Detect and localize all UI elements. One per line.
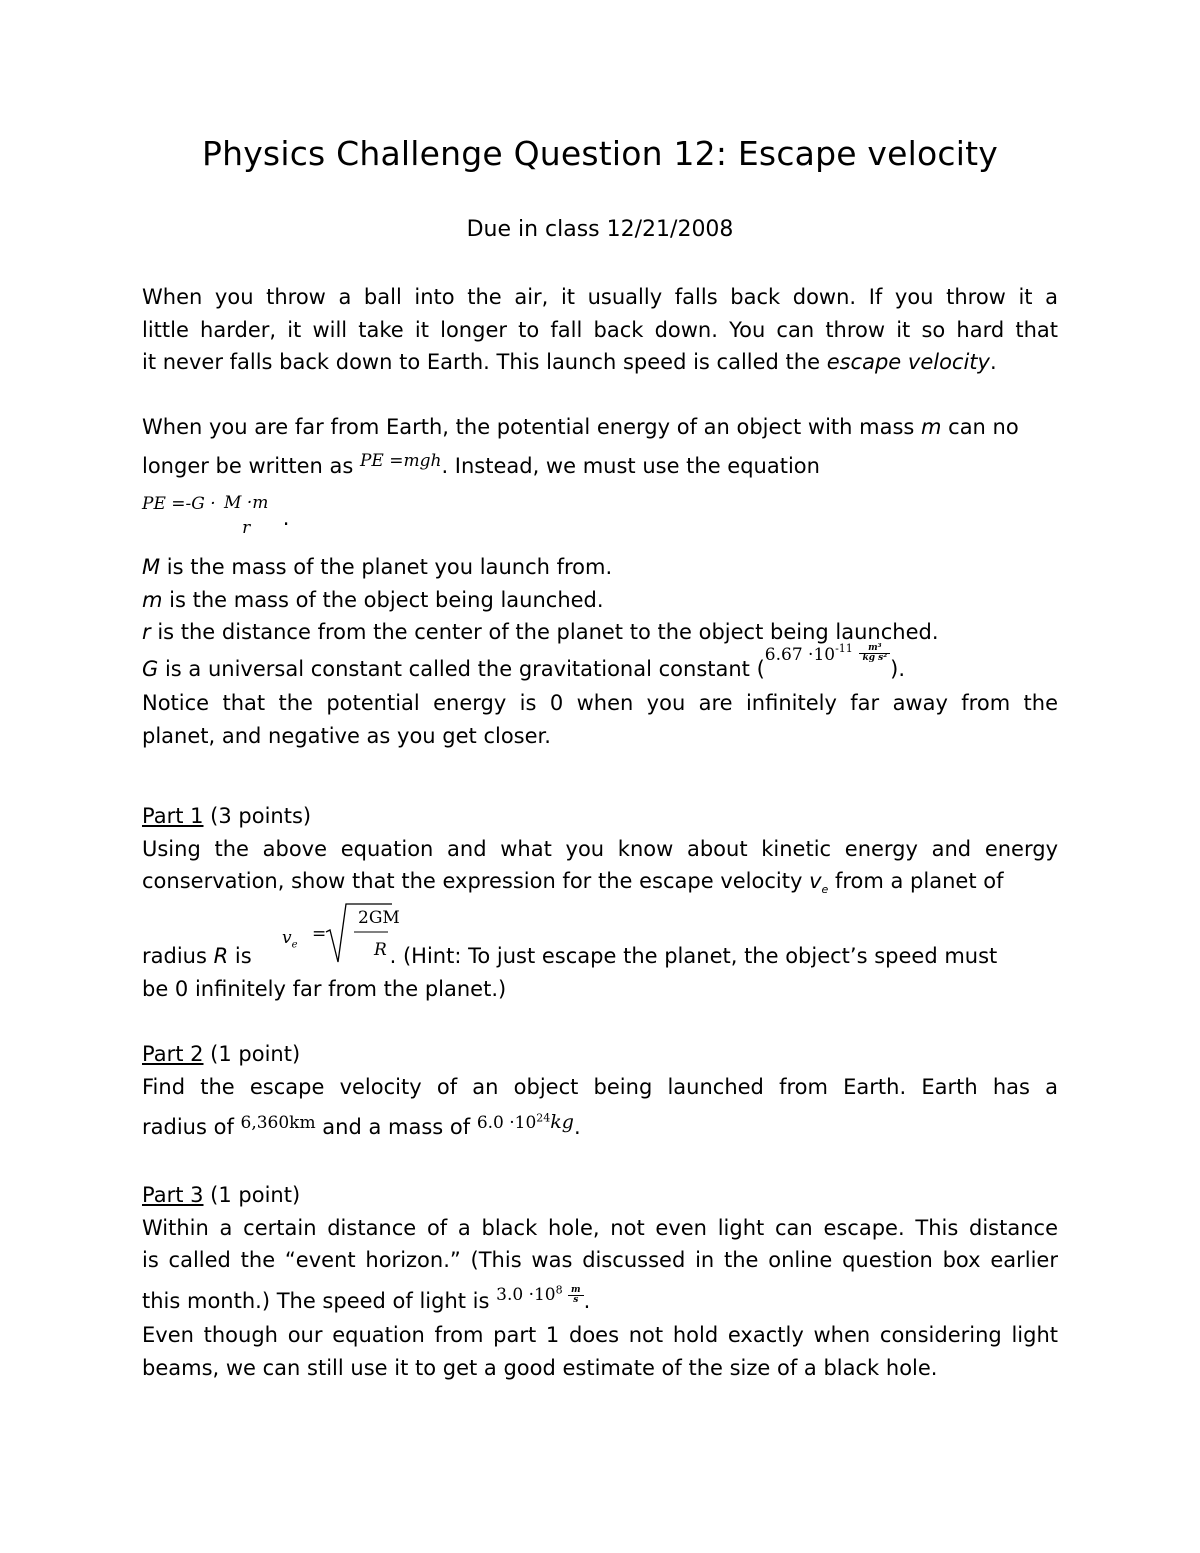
- pe-paragraph: [142, 411, 1058, 484]
- part-2-line-2-end: .: [573, 1115, 581, 1139]
- escape-velocity-term: escape velocity: [826, 350, 990, 374]
- g-constant-exponent: -11: [835, 641, 853, 655]
- equation-ve-numerator: 2GM: [358, 908, 400, 928]
- speed-of-light: [496, 1282, 583, 1305]
- speed-of-light-value: 3.0 ·10: [496, 1284, 556, 1305]
- part-3-points: (1 point): [203, 1183, 301, 1207]
- earth-mass-unit: kg: [550, 1111, 574, 1133]
- equation-pe-fraction: [221, 495, 271, 537]
- part-2: [142, 1038, 1058, 1146]
- part-3: [142, 1179, 1058, 1384]
- part-1-cont: [142, 940, 1058, 1005]
- earth-mass-value: 6.0 ·10: [476, 1113, 537, 1133]
- var-ve: [809, 869, 829, 897]
- equation-ve-equals: =: [312, 924, 327, 944]
- part-2-line-1: Find the escape velocity of an object being launched from Earth. Earth has a: [142, 1074, 1058, 1099]
- var-m: m: [921, 415, 942, 439]
- def-M-text: is the mass of the planet you launch from.: [160, 555, 613, 579]
- g-constant-value: 6.67 ·10: [764, 644, 836, 665]
- equation-ve-sub: e: [291, 939, 298, 951]
- part-1-points: (3 points): [203, 804, 312, 828]
- part-3-line-3: [142, 1282, 1058, 1320]
- part-1-line-2-text: conservation, show that the expression for the escape velocity: [142, 869, 810, 893]
- equation-pe-numerator: M ·m: [224, 493, 269, 513]
- pe-line-1: [142, 411, 1058, 444]
- part-2-line-2: [142, 1111, 1058, 1146]
- equation-pe-mgh: PE =mgh: [359, 450, 442, 471]
- earth-radius-value: 6,360km: [240, 1113, 316, 1133]
- definitions: [142, 551, 1058, 752]
- c-unit-denominator: s: [573, 1294, 579, 1305]
- c-unit-numerator: m: [568, 1286, 584, 1296]
- part-1-line-3-text: radius: [142, 944, 214, 968]
- part-2-heading: Part 2: [142, 1042, 204, 1066]
- intro-line-3-end: .: [989, 350, 997, 374]
- var-R: R: [213, 944, 229, 968]
- pe-line-1-text: When you are far from Earth, the potential energy of an object with mass: [142, 415, 921, 439]
- equation-pe-period: .: [282, 506, 290, 530]
- part-3-line-3-text: this month.) The speed of light is: [142, 1288, 497, 1313]
- def-r-text: is the distance from the center of the planet to the object being launched.: [150, 620, 939, 644]
- intro-line-2: little harder, it will take it longer to fall back down. You can throw it so hard that: [142, 317, 1058, 342]
- intro-line-1: When you throw a ball into the air, it usually falls back down. If you throw it a: [142, 285, 1058, 309]
- g-constant: [765, 641, 890, 665]
- part-3-line-4: Even though our equation from part 1 does not hold exactly when considering light: [142, 1323, 1058, 1347]
- speed-of-light-unit: [568, 1286, 584, 1305]
- notice-line-2: planet, and negative as you get closer.: [142, 723, 551, 748]
- equation-pe-gravity: [142, 485, 290, 538]
- part-1-line-3-hint: . (Hint: To just escape the planet, the object’s speed must: [389, 944, 998, 968]
- def-G-text: is a universal constant called the gravitational constant (: [158, 656, 765, 681]
- intro-paragraph: [142, 281, 1058, 379]
- page-title: Physics Challenge Question 12: Escape velocity: [201, 134, 998, 173]
- def-G-close: ).: [890, 656, 906, 681]
- part-1-line-2-end: from a planet of: [828, 869, 1004, 893]
- pe-line-2-end: . Instead, we must use the equation: [441, 453, 820, 478]
- g-unit-numerator: m³: [859, 644, 890, 654]
- intro-line-3: [142, 346, 1058, 379]
- part-2-line-2-text: radius of: [142, 1115, 241, 1139]
- part-3-line-3-end: .: [583, 1288, 591, 1313]
- pe-line-2-text: longer be written as: [142, 453, 360, 478]
- var-ve-sub: e: [821, 883, 829, 897]
- notice-line-1: Notice that the potential energy is 0 when you are infinitely far away from the: [142, 691, 1058, 715]
- var-ve-v: v: [809, 869, 822, 893]
- def-M: [142, 551, 1058, 584]
- part-3-line-1: Within a certain distance of a black hole, not even light can escape. This distance: [142, 1215, 1058, 1240]
- def-r: [142, 616, 1058, 649]
- part-1: [142, 800, 1058, 898]
- var-M: M: [142, 555, 161, 579]
- part-3-heading: Part 3: [142, 1183, 204, 1207]
- earth-mass: [477, 1113, 574, 1133]
- part-1-heading: Part 1: [142, 804, 204, 828]
- intro-line-3-text: it never falls back down to Earth. This launch speed is called the: [142, 350, 827, 374]
- part-3-heading-line: [142, 1179, 1058, 1212]
- part-1-heading-line: [142, 800, 1058, 833]
- part-3-line-2: is called the “event horizon.” (This was discussed in the online question box earlier: [142, 1248, 1058, 1272]
- earth-radius: [241, 1113, 316, 1133]
- var-r: r: [142, 620, 151, 644]
- part-1-line-4: be 0 infinitely far from the planet.): [142, 976, 507, 1001]
- pe-line-1-end: can no: [941, 415, 1019, 439]
- part-1-line-2: [142, 865, 1058, 898]
- var-G: G: [142, 656, 159, 681]
- def-m-text: is the mass of the object being launched.: [162, 587, 604, 612]
- def-G: [142, 641, 1058, 688]
- var-m-def: m: [142, 587, 163, 612]
- part-2-heading-line: [142, 1038, 1058, 1071]
- part-2-points: (1 point): [203, 1042, 301, 1066]
- part-1-line-3: [142, 940, 1058, 973]
- equation-ve-denominator: R: [374, 940, 387, 960]
- part-2-line-2-mass: and a mass of: [315, 1115, 477, 1139]
- equation-pe-left: PE =-G ·: [142, 494, 216, 514]
- earth-mass-exponent: 24: [536, 1111, 551, 1125]
- pe-line-2: [142, 450, 1058, 485]
- due-date: Due in class 12/21/2008: [466, 217, 734, 242]
- part-1-line-1: Using the above equation and what you know about kinetic energy and energy: [142, 836, 1058, 861]
- def-m: [142, 584, 1058, 617]
- part-3-line-5: beams, we can still use it to get a good estimate of the size of a black hole.: [142, 1355, 938, 1380]
- g-unit-denominator: kg s²: [862, 653, 888, 663]
- equation-ve-v: v: [282, 928, 292, 948]
- equation-pe-denominator: r: [242, 518, 251, 538]
- speed-of-light-exponent: 8: [555, 1282, 563, 1296]
- g-constant-unit: [859, 644, 890, 663]
- part-1-line-3-is: is: [228, 944, 252, 968]
